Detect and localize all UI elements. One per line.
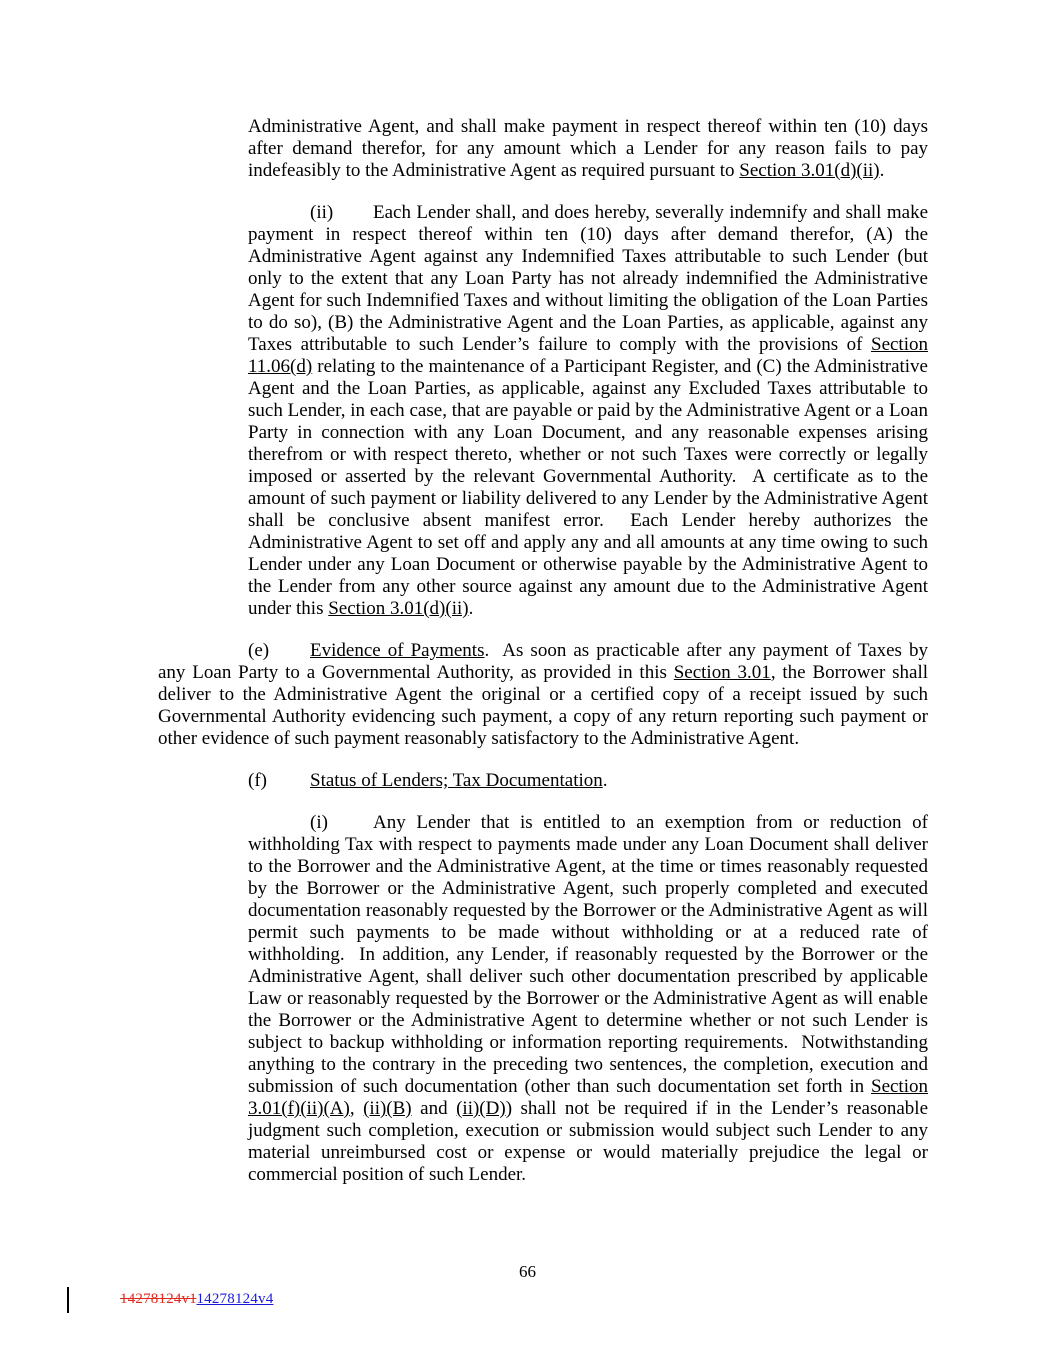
section-ref: Section 11.06(d) bbox=[248, 334, 928, 377]
footer-doc-ids bbox=[120, 1290, 273, 1309]
paragraph-label-e: (e) bbox=[248, 640, 270, 661]
clause-heading-evidence-of-payments: Evidence of Payments bbox=[310, 640, 485, 661]
section-ref: Section 3.01 bbox=[673, 662, 771, 683]
body-text: , the Borrower shall deliver to the Administrative Agent the original or a certified copy of a receipt issued by such Governmental Authority evidencing such payment, a copy of any return reporting such payment or other evidence of such payment reasonably satisfactory to the Administrative Agent. bbox=[158, 662, 928, 749]
body-text: , bbox=[349, 1098, 364, 1119]
section-ref: Section 3.01(d)(ii) bbox=[739, 160, 880, 181]
page-body bbox=[158, 116, 928, 1206]
paragraph-continuation bbox=[248, 116, 928, 182]
section-ref: Section 3.01(f)(ii)(A) bbox=[248, 1076, 928, 1119]
body-text: and bbox=[411, 1098, 457, 1119]
body-text: relating to the maintenance of a Participant Register, and (C) the Administrative Agent and the Loan Parties, as applicable, against any Excluded Taxes attributable to such Lender, in each case, that are payable or paid by the Administrative Agent or a Loan Party in connection with any Loan Document, and any reasonable expenses arising therefrom or with respect thereto, whether or not such Taxes were correctly or legally imposed or asserted by the relevant Governmental Authority. A certificate as to the amount of such payment or liability delivered to any Lender by the Administrative Agent shall be conclusive absent manifest error. Each Lender hereby authorizes the Administrative Agent to set off and apply any and all amounts at any time owing to such Lender under any Loan Document or otherwise payable by the Administrative Agent to the Lender from any other source against any amount due to the Administrative Agent under this bbox=[248, 356, 928, 619]
paragraph-label-i: (i) bbox=[310, 812, 328, 833]
paragraph-label-f: (f) bbox=[248, 770, 267, 791]
paragraph-f bbox=[158, 770, 928, 792]
section-ref: (ii)(B) bbox=[363, 1098, 412, 1119]
body-text: ) shall not be required if in the Lender’s reasonable judgment such completion, execution or submission would subject such Lender to any material unreimbursed cost or expense or would materially prejudice the legal or commercial position of such Lender. bbox=[248, 1098, 928, 1185]
change-bar bbox=[67, 1287, 69, 1313]
paragraph-ii bbox=[248, 202, 928, 620]
section-ref: (ii)(D) bbox=[456, 1098, 506, 1119]
body-text: . bbox=[602, 770, 608, 791]
body-text: . bbox=[468, 598, 474, 619]
section-ref: Section 3.01(d)(ii) bbox=[328, 598, 469, 619]
body-text: Administrative Agent, and shall make payment in respect thereof within ten (10) days after demand therefor, for any amount which a Lender for any reason fails to pay indefeasibly to the Administrative Agent as required pursuant to bbox=[248, 116, 928, 181]
deleted-doc-id: 14278124v1 bbox=[120, 1291, 197, 1307]
body-text: Each Lender shall, and does hereby, severally indemnify and shall make payment in respect thereof within ten (10) days after demand therefor, (A) the Administrative Agent against any Indemnified Taxes attributable to such Lender (but only to the extent that any Loan Party has not already indemnified the Administrative Agent for such Indemnified Taxes and without limiting the obligation of the Loan Parties to do so), (B) the Administrative Agent and the Loan Parties, as applicable, against any Taxes attributable to such Lender’s failure to comply with the provisions of bbox=[248, 202, 928, 355]
body-text: . bbox=[879, 160, 885, 181]
inserted-doc-id: 14278124v4 bbox=[196, 1291, 274, 1307]
paragraph-i bbox=[248, 812, 928, 1186]
paragraph-e bbox=[158, 640, 928, 750]
body-text: Any Lender that is entitled to an exemption from or reduction of withholding Tax with respect to payments made under any Loan Document shall deliver to the Borrower and the Administrative Agent, at the time or times reasonably requested by the Borrower or the Administrative Agent, such properly completed and executed documentation reasonably requested by the Borrower or the Administrative Agent as will permit such payments to be made without withholding or at a reduced rate of withholding. In addition, any Lender, if reasonably requested by the Borrower or the Administrative Agent, shall deliver such other documentation prescribed by applicable Law or reasonably requested by the Borrower or the Administrative Agent as will enable the Borrower or the Administrative Agent to determine whether or not such Lender is subject to backup withholding or information reporting requirements. Notwithstanding anything to the contrary in the preceding two sentences, the completion, execution and submission of such documentation (other than such documentation set forth in bbox=[248, 812, 928, 1097]
clause-heading-status-of-lenders: Status of Lenders; Tax Documentation bbox=[310, 770, 603, 791]
body-text: . As soon as practicable after any payment of Taxes by any Loan Party to a Governmental Authority, as provided in this bbox=[158, 640, 928, 683]
page-number: 66 bbox=[519, 1262, 536, 1281]
paragraph-label-ii: (ii) bbox=[310, 202, 334, 223]
